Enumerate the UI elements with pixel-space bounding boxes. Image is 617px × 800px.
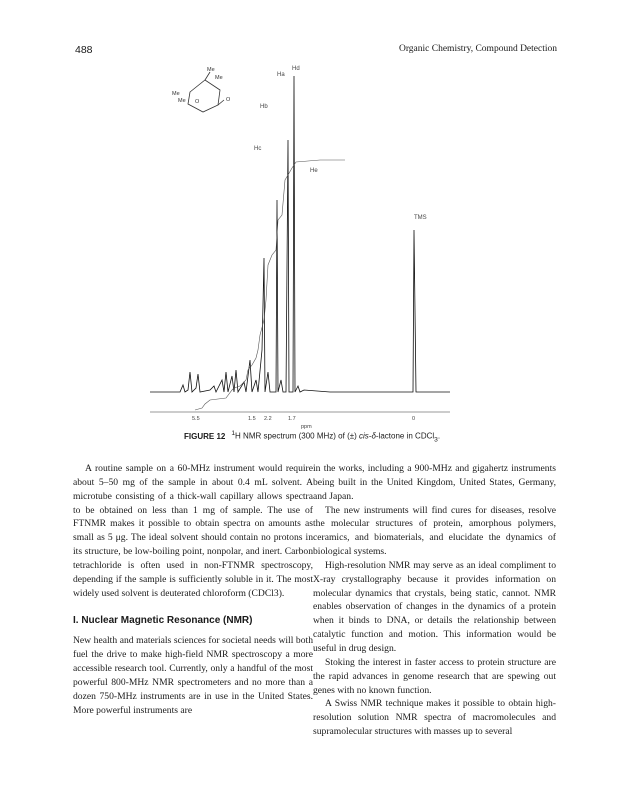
axis-tick-label: 2.2	[264, 416, 272, 422]
paragraph: High-resolution NMR may serve as an ideal compliment to X-ray crystallography because it provides information on molecular dynamics that crystals, being static, cannot. NMR enables observation of changes in the dynamics of a protein when it binds to DNA, or details the relationship between catalytic function and motion. This information would be useful in drug design.	[313, 559, 556, 654]
molecule-label: O	[226, 97, 231, 103]
caption-subscript: 3	[434, 436, 438, 444]
peak-label-hd: Hd	[292, 66, 300, 72]
bond-line	[205, 72, 210, 80]
section-heading: I. Nuclear Magnetic Resonance (NMR)	[73, 615, 253, 627]
peak-label-tms: TMS	[414, 215, 427, 221]
right-column	[313, 462, 556, 739]
paragraph: The new instruments will find cures for diseases, resolve the molecular structures of protein, amorphous polymers, ceramics, and biomaterials, and elucidate the dynamics of biological systems.	[313, 504, 556, 558]
molecule-label: Me	[172, 91, 180, 97]
molecule-label: O	[195, 99, 200, 105]
paragraph: A routine sample on a 60-MHz instrument would require about 5–50 mg of the sample in about 0.4 mL solvent. A microtube consisting of a thick-wall capillary allows spectra to be obtained on less than 1 mg of sample. The use of FTNMR makes it possible to obtain spectra on amounts as small as 5 μg. The ideal solvent should contain no protons in its structure, be low-boiling point, nonpolar, and inert. Carbon tetrachloride is often used in non-FTNMR spectroscopy, depending if the sample is sufficiently soluble in it. The most widely used solvent is deuterated chloroform (CDCl3).	[73, 463, 313, 599]
peak-label-ha: Ha	[277, 72, 285, 78]
paragraph: Stoking the interest in faster access to protein structure are the rapid advances in genome research that are spewing out genes with no known function.	[313, 656, 556, 696]
paragraph: New health and materials sciences for societal needs will both fuel the drive to make high-field NMR spectroscopy a more accessible research tool. Currently, only a handful of the most powerful 800-MHz NMR spectrometers and no more than a dozen 750-MHz instruments are in use in the United States. More powerful instruments are	[73, 635, 313, 716]
lactone-ring	[188, 80, 220, 112]
caption-text-2: -lactone in CDCl	[375, 431, 435, 441]
figure-caption	[184, 430, 440, 443]
caption-label: FIGURE 12	[184, 431, 226, 441]
spectrum-trace	[150, 76, 450, 392]
peak-label-he: He	[310, 168, 318, 174]
peak-label-hb: Hb	[260, 104, 268, 110]
caption-text: H NMR spectrum (300 MHz) of (±)	[235, 431, 360, 441]
molecule-label: Me	[215, 75, 223, 81]
axis-unit: ppm	[301, 424, 312, 430]
axis-tick-label: 1.5	[248, 416, 256, 422]
left-column	[73, 462, 313, 717]
caption-end: .	[437, 431, 441, 441]
integration-trace	[195, 160, 345, 410]
axis-tick-label: 1.7	[288, 416, 296, 422]
caption-italic: cis-δ	[359, 431, 376, 441]
peak-label-hc: Hc	[254, 146, 262, 152]
page-number: 488	[75, 44, 93, 56]
caption-superscript: 1	[231, 430, 236, 437]
paragraph: in the works, including a 900-MHz and gigahertz instruments being built in the United Kingdom, United States, Germany, and Japan.	[313, 463, 556, 502]
axis-tick-label: 0	[412, 416, 416, 422]
running-title: Organic Chemistry, Compound Detection	[398, 44, 557, 54]
molecule-label: Me	[178, 98, 186, 104]
paragraph: A Swiss NMR technique makes it possible to obtain high-resolution solution NMR spectra of macromolecules and supramolecular structures with masses up to several	[313, 698, 556, 738]
axis-tick-label: 5.5	[192, 416, 200, 422]
molecule-label: Me	[207, 67, 215, 73]
